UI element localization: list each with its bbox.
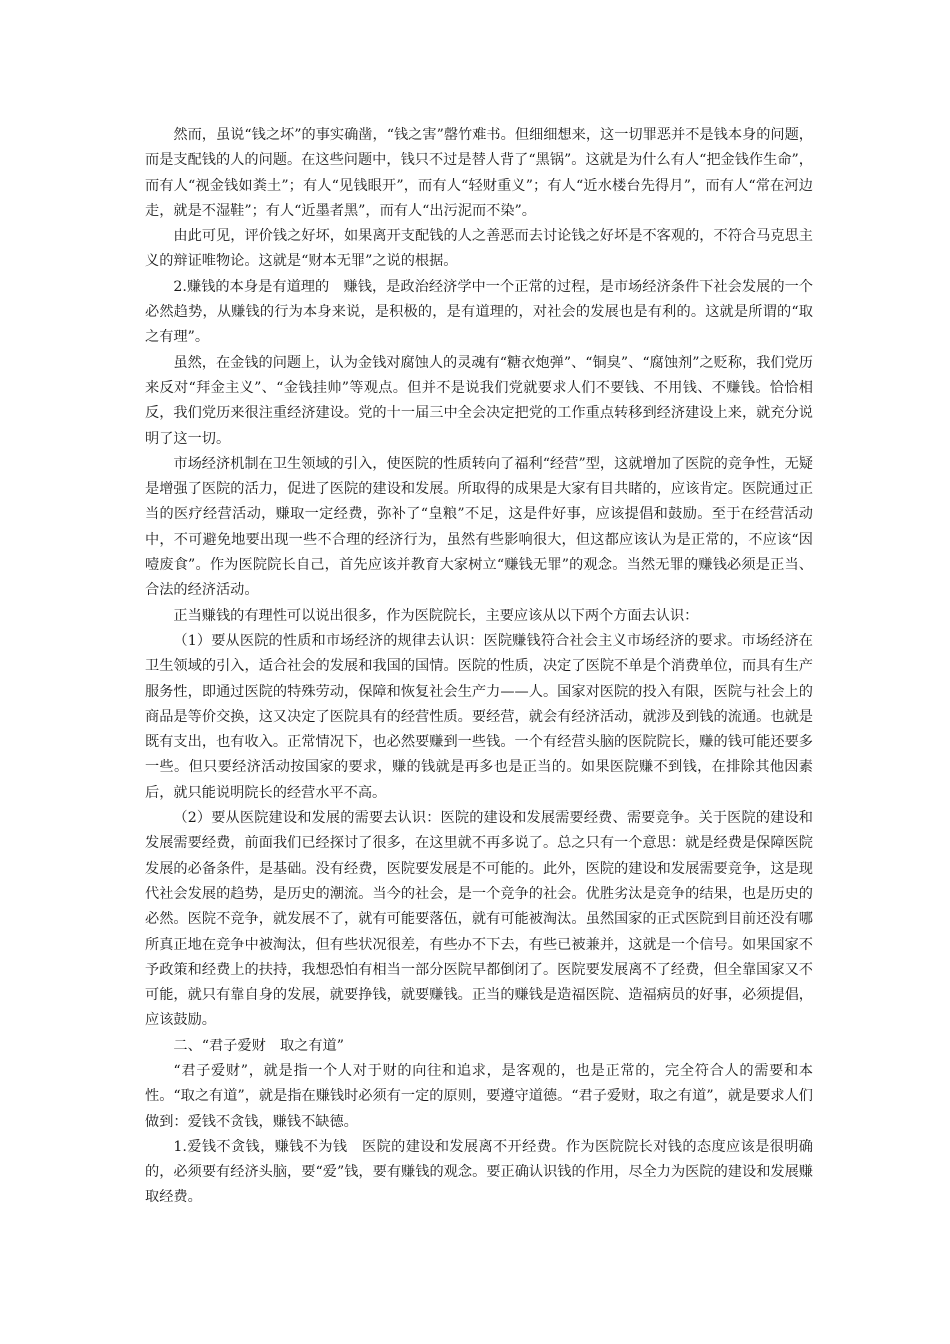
paragraph: （1）要从医院的性质和市场经济的规律去认识：医院赚钱符合社会主义市场经济的要求。市场经济在卫生领域的引入，适合社会的发展和我国的国情。医院的性质，决定了医院不单是个消费单位，而具有生产服务性，即通过医院的特殊劳动，保障和恢复社会生产力——人。国家对医院的投入有限，医院与社会上的商品是等价交换，这又决定了医院具有的经营性质。要经营，就会有经济活动，就涉及到钱的流通。也就是既有支出，也有收入。正常情况下，也必然要赚到一些钱。一个有经营头脑的医院院长，赚的钱可能还要多一些。但只要经济活动按国家的要求，赚的钱就是再多也是正当的。如果医院赚不到钱，在排除其他因素后，就只能说明院长的经营水平不高。 <box>145 632 813 801</box>
paragraph: 正当赚钱的有理性可以说出很多，作为医院院长，主要应该从以下两个方面去认识： <box>173 607 699 624</box>
paragraph: 市场经济机制在卫生领域的引入，使医院的性质转向了福利“经营”型，这就增加了医院的竞争性，无疑是增强了医院的活力，促进了医院的建设和发展。所取得的成果是大家有目共睹的，应该肯定。医院通过正当的医疗经营活动，赚取一定经费，弥补了“皇粮”不足，这是件好事，应该提倡和鼓励。至于在经营活动中，不可避免地要出现一些不合理的经济行为，虽然有些影响很大，但这都应该认为是正常的，不应该“因噎废食”。作为医院院长自己，首先应该并教育大家树立“赚钱无罪”的观念。当然无罪的赚钱必须是正当、合法的经济活动。 <box>145 455 813 599</box>
paragraph: 2.赚钱的本身是有道理的 赚钱，是政治经济学中一个正常的过程，是市场经济条件下社会发展的一个必然趋势，从赚钱的行为本身来说，是积极的，是有道理的，对社会的发展也是有利的。这就是所谓的“取之有理”。 <box>145 278 813 346</box>
document-body <box>145 123 813 1211</box>
paragraph: （2）要从医院建设和发展的需要去认识：医院的建设和发展需要经费、需要竞争。关于医院的建设和发展需要经费，前面我们已经探讨了很多，在这里就不再多说了。总之只有一个意思：就是经费是保障医院发展的必备条件，是基础。没有经费，医院要发展是不可能的。此外，医院的建设和发展需要竞争，这是现代社会发展的趋势，是历史的潮流。当今的社会，是一个竞争的社会。优胜劣汰是竞争的结果，也是历史的必然。医院不竞争，就发展不了，就有可能要落伍，就有可能被淘汰。虽然国家的正式医院到目前还没有哪所真正地在竞争中被淘汰，但有些状况很差，有些办不下去，有些已被兼并，这就是一个信号。如果国家不予政策和经费上的扶持，我想恐怕有相当一部分医院早都倒闭了。医院要发展离不了经费，但全靠国家又不可能，就只有靠自身的发展，就要挣钱，就要赚钱。正当的赚钱是造福医院、造福病员的好事，必须提倡，应该鼓励。 <box>145 810 813 1029</box>
paragraph: 1.爱钱不贪钱，赚钱不为钱 医院的建设和发展离不开经费。作为医院院长对钱的态度应该是很明确的，必须要有经济头脑，要“爱”钱，要有赚钱的观念。要正确认识钱的作用，尽全力为医院的建设和发展赚取经费。 <box>145 1138 813 1206</box>
paragraph: 然而，虽说“钱之坏”的事实确凿，“钱之害”罄竹难书。但细细想来，这一切罪恶并不是钱本身的问题，而是支配钱的人的问题。在这些问题中，钱只不过是替人背了“黑锅”。这就是为什么有人“把金钱作生命”，而有人“视金钱如粪土”；有人“见钱眼开”，而有人“轻财重义”；有人“近水楼台先得月”，而有人“常在河边走，就是不湿鞋”；有人“近墨者黑”，而有人“出污泥而不染”。 <box>145 127 813 219</box>
paragraph: 由此可见，评价钱之好坏，如果离开支配钱的人之善恶而去讨论钱之好坏是不客观的，不符合马克思主义的辩证唯物论。这就是“财本无罪”之说的根据。 <box>145 228 813 270</box>
paragraph: 虽然，在金钱的问题上，认为金钱对腐蚀人的灵魂有“糖衣炮弹”、“铜臭”、“腐蚀剂”之贬称，我们党历来反对“拜金主义”、“金钱挂帅”等观点。但并不是说我们党就要求人们不要钱、不用钱、不赚钱。恰恰相反，我们党历来很注重经济建设。党的十一届三中全会决定把党的工作重点转移到经济建设上来，就充分说明了这一切。 <box>145 354 813 447</box>
paragraph: “君子爱财”，就是指一个人对于财的向往和追求，是客观的，也是正常的，完全符合人的需要和本性。“取之有道”，就是指在赚钱时必须有一定的原则，要遵守道德。“君子爱财，取之有道”，就是要求人们做到：爱钱不贪钱，赚钱不缺德。 <box>145 1062 813 1130</box>
section-heading: 二、“君子爱财 取之有道” <box>173 1037 344 1054</box>
